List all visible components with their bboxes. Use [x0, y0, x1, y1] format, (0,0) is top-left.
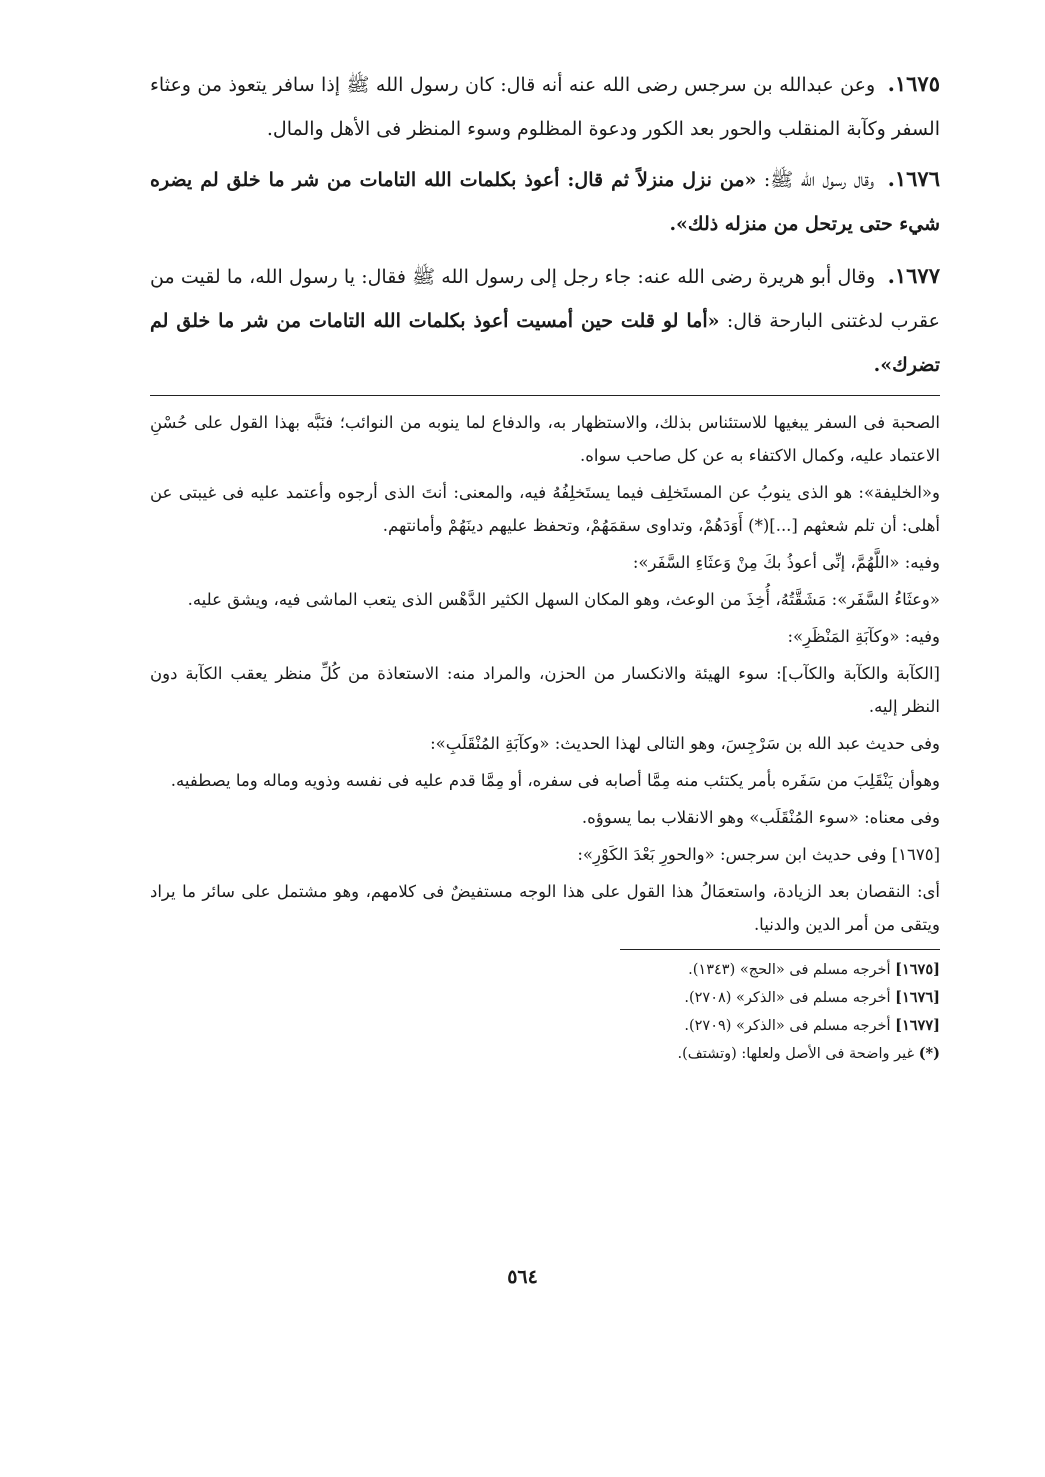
commentary-paragraph: الصحبة فى السفر يبغيها للاستئناس بذلك، والاستظهار به، والدفاع لما ينوبه من النوائب؛ فنَبَّه بهذا القول على حُسْنِ الاعتماد عليه، وكمال الاكتفاء به عن كل صاحب سواه.	[150, 413, 940, 465]
footnote	[150, 1040, 940, 1068]
footnote-text: غير واضحة فى الأصل ولعلها: (وتشتف).	[677, 1046, 915, 1062]
book-page	[150, 62, 940, 1068]
hadith-number: ١٦٧٥.	[887, 71, 940, 96]
commentary-paragraph: و«الخليفة»: هو الذى ينوبُ عن المستَخلِف فيما يستَخلِفُهُ فيه، والمعنى: أنتَ الذى أرجوه وأعتمد عليه فى غيبتى عن أهلى: أن تلم شعثهم [...](*) أَوَدَهُمْ، وتداوى سقمَهُمْ، وتحفظ عليهم دينَهُمْ وأمانتهم.	[150, 483, 940, 535]
hadith-number: ١٦٧٦.	[887, 166, 940, 191]
hadith-1676	[150, 157, 940, 246]
hadith-1677	[150, 254, 940, 387]
page-number: ٥٦٤	[507, 1266, 538, 1288]
footnote	[150, 1012, 940, 1040]
commentary-paragraph: وفى حديث عبد الله بن سَرْجِسَ، وهو التالى لهذا الحديث: «وكآبَةِ المُنْقَلَبِ»:	[430, 734, 940, 753]
hadith-quote: «من نزل منزلاً ثم قال: أعوذ بكلمات الله التامات من شر ما خلق لم يضره شيء حتى يرتحل من منزله ذلك».	[150, 169, 940, 235]
section-divider	[150, 395, 940, 396]
hadith-quote: «أما لو قلت حين أمسيت أعوذ بكلمات الله التامات من شر ما خلق لم تضرك».	[150, 310, 940, 376]
footnotes	[150, 956, 940, 1068]
footnote	[150, 984, 940, 1012]
commentary-paragraph: وفيه: «وكآبَةِ المَنْظَرِ»:	[787, 627, 940, 646]
commentary-paragraph: [١٦٧٥] وفى حديث ابن سرجس: «والحورِ بَعْدَ الكَوْرِ»:	[577, 845, 940, 864]
commentary-paragraph: وفيه: «اللَّهُمَّ، إنِّى أعوذُ بكَ مِنْ وَعثَاءِ السَّفَر»:	[632, 553, 940, 572]
commentary	[150, 406, 940, 941]
footnote-ref: [١٦٧٧]	[895, 1017, 940, 1034]
footnote	[150, 956, 940, 984]
hadith-text: وعن عبدالله بن سرجس رضى الله عنه أنه قال: كان رسول الله ﷺ إذا سافر يتعوذ من وعثاء السفر وكآبة المنقلب والحور بعد الكور ودعوة المظلوم وسوء المنظر فى الأهل والمال.	[150, 74, 940, 140]
hadith-text: وقال رسول الله ﷺ:	[763, 169, 875, 191]
hadith-text: وقال أبو هريرة رضى الله عنه: جاء رجل إلى رسول الله ﷺ فقال: يا رسول الله، ما لقيت من عقرب لدغتنى البارحة قال:	[150, 266, 940, 332]
footnote-text: أخرجه مسلم فى «الذكر» (٢٧٠٩).	[684, 1018, 891, 1034]
footnote-ref: [١٦٧٥]	[895, 961, 940, 978]
hadith-number: ١٦٧٧.	[887, 263, 940, 288]
commentary-paragraph: «وعثَاءُ السَّفَر»: مَشَقَّتُهُ، أُخِذَ من الوعث، وهو المكان السهل الكثير الدَّهْس الذى يتعب الماشى فيه، ويشق عليه.	[187, 590, 940, 609]
commentary-paragraph: وهوأن يَنْقَلِبَ من سَفَره بأمر يكتئب منه مِمَّا أصابه فى سفره، أو مِمَّا قدم عليه فى نفسه وذويه وماله وما يصطفيه.	[170, 771, 940, 790]
commentary-paragraph: [الكآبة والكآبة والكآب]: سوء الهيئة والانكسار من الحزن، والمراد منه: الاستعاذة من كُلِّ منظر يعقب الكآبة دون النظر إليه.	[150, 664, 940, 716]
commentary-paragraph: وفى معناه: «سوء المُنْقَلَب» وهو الانقلاب بما يسوؤه.	[581, 808, 940, 827]
footnote-ref: (*)	[918, 1045, 940, 1062]
footnote-ref: [١٦٧٦]	[895, 989, 940, 1006]
hadith-1675	[150, 62, 940, 151]
footnote-divider	[620, 949, 940, 950]
commentary-paragraph: أى: النقصان بعد الزيادة، واستعمَالُ هذا القول على هذا الوجه مستفيضٌ فى كلامهم، وهو مشتمل على سائر ما يراد ويتقى من أمر الدين والدنيا.	[150, 882, 940, 934]
footnote-text: أخرجه مسلم فى «الحج» (١٣٤٣).	[688, 962, 891, 978]
footnote-text: أخرجه مسلم فى «الذكر» (٢٧٠٨).	[684, 990, 891, 1006]
